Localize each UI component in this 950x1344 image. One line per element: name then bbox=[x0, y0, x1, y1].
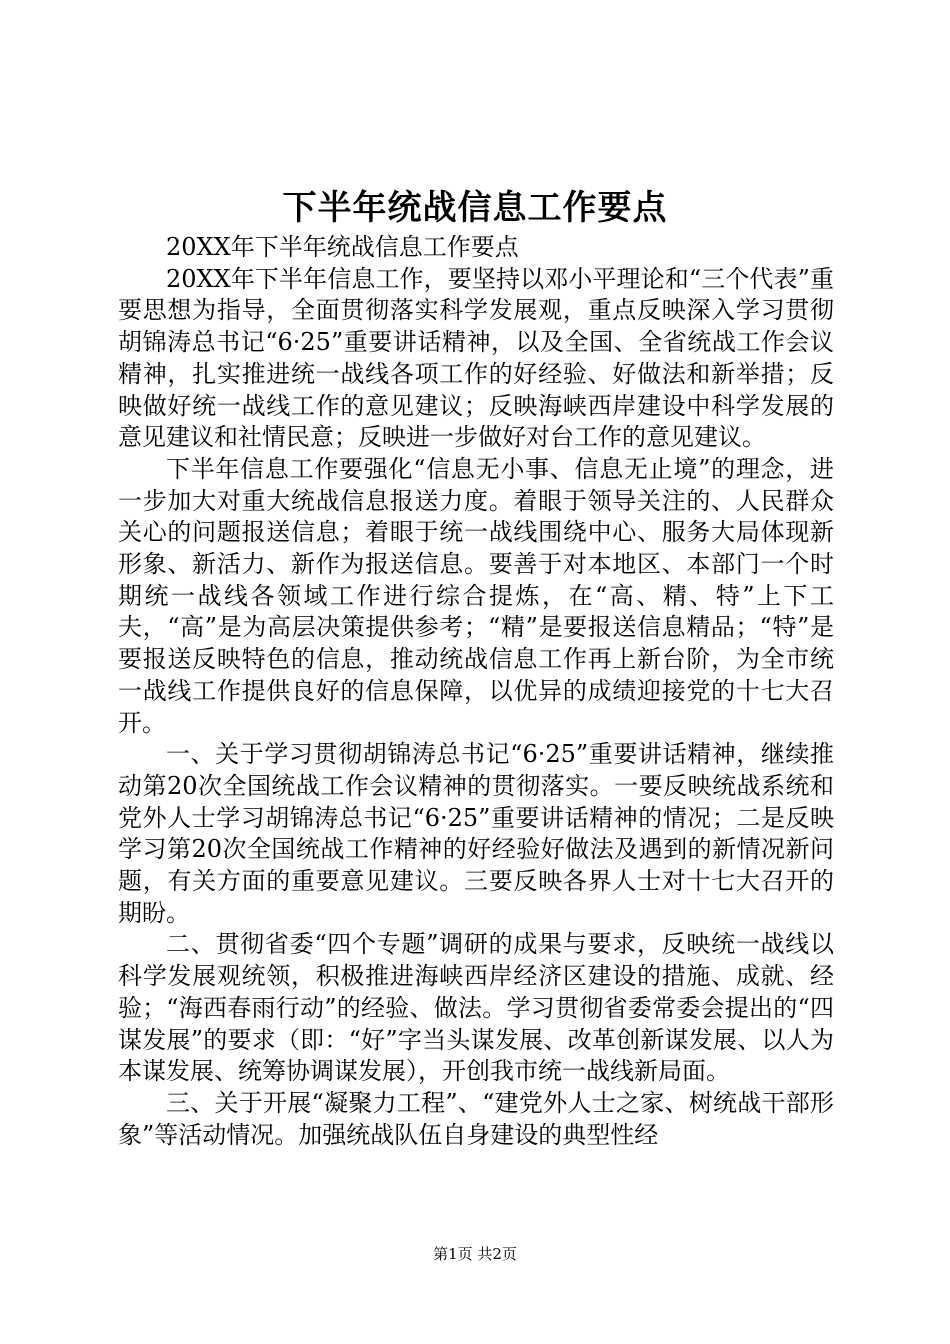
paragraph-intro: 20XX年下半年信息工作，要坚持以邓小平理论和“三个代表”重要思想为指导，全面贯彻落实科学发展观，重点反映深入学习贯彻胡锦涛总书记“6·25”重要讲话精神，以及全国、全省统战工作会议精神，扎实推进统一战线各项工作的好经验、好做法和新举措；反映做好统一战线工作的意见建议；反映海峡西岸建设中科学发展的意见建议和社情民意；反映进一步做好对台工作的意见建议。 bbox=[118, 264, 834, 452]
paragraph-point-one: 一、关于学习贯彻胡锦涛总书记“6·25”重要讲话精神，继续推动第20次全国统战工作会议精神的贯彻落实。一要反映统战系统和党外人士学习胡锦涛总书记“6·25”重要讲话精神的情况；二是反映学习第20次全国统战工作精神的好经验好做法及遇到的新情况新问题，有关方面的重要意见建议。三要反映各界人士对十七大召开的期盼。 bbox=[118, 740, 834, 927]
document-title: 下半年统战信息工作要点 bbox=[282, 188, 668, 228]
paragraph-requirements: 下半年信息工作要强化“信息无小事、信息无止境”的理念，进一步加大对重大统战信息报送力度。着眼于领导关注的、人民群众关心的问题报送信息；着眼于统一战线围绕中心、服务大局体现新形象、新活力、新作为报送信息。要善于对本地区、本部门一个时期统一战线各领域工作进行综合提炼，在“高、精、特”上下工夫，“高”是为高层决策提供参考；“精”是要报送信息精品；“特”是要报送反映特色的信息，推动统战信息工作再上新台阶，为全市统一战线工作提供良好的信息保障，以优异的成绩迎接党的十七大召开。 bbox=[118, 454, 834, 737]
document-body bbox=[118, 232, 834, 1151]
paragraph-subtitle: 20XX年下半年统战信息工作要点 bbox=[166, 233, 519, 261]
paragraph-point-two: 二、贯彻省委“四个专题”调研的成果与要求，反映统一战线以科学发展观统领，积极推进海峡西岸经济区建设的措施、成就、经验；“海西春雨行动”的经验、做法。学习贯彻省委常委会提出的“四谋发展”的要求（即：“好”字当头谋发展、改革创新谋发展、以人为本谋发展、统筹协调谋发展），开创我市统一战线新局面。 bbox=[118, 930, 834, 1086]
page-footer: 第1页 共2页 bbox=[433, 1245, 517, 1263]
paragraph-point-three: 三、关于开展“凝聚力工程”、“建党外人士之家、树统战干部形象”等活动情况。加强统战队伍自身建设的典型性经 bbox=[118, 1088, 834, 1149]
